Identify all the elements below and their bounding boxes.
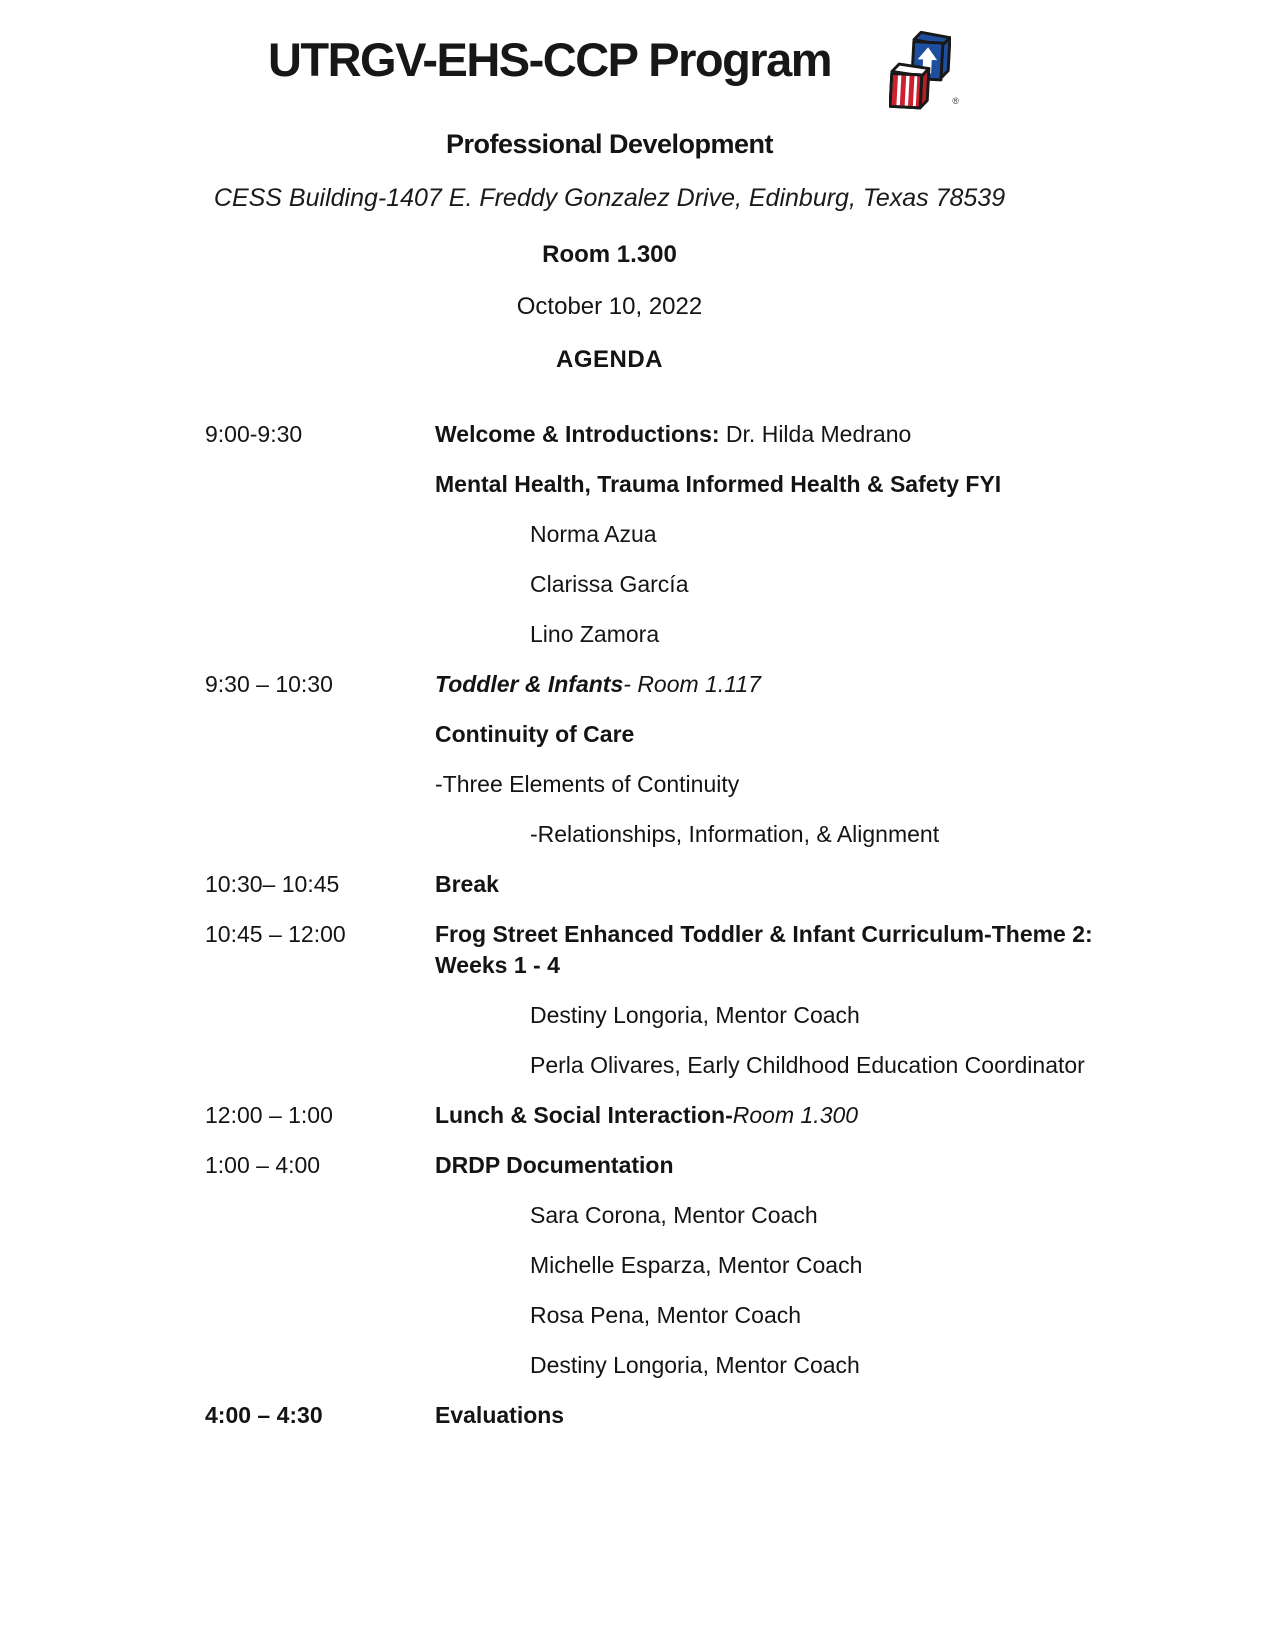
agenda-text: Lino Zamora	[530, 621, 660, 647]
agenda-content	[435, 1050, 1085, 1081]
blocks-logo-icon	[889, 30, 951, 114]
agenda-text: Norma Azua	[530, 521, 657, 547]
agenda-row	[205, 769, 1275, 800]
agenda-time	[205, 719, 435, 750]
agenda-content	[435, 919, 1093, 981]
agenda-row	[205, 1350, 1275, 1381]
head-start-blocks-logo	[889, 30, 960, 114]
agenda-text: Evaluations	[435, 1402, 565, 1428]
agenda-text: Sara Corona, Mentor Coach	[530, 1202, 818, 1228]
agenda-line	[435, 719, 634, 750]
agenda-content	[435, 619, 659, 650]
room-number: Room 1.300	[542, 241, 677, 268]
agenda-text: -Three Elements of Continuity	[435, 771, 740, 797]
agenda-line	[435, 869, 499, 900]
agenda-text: Michelle Esparza, Mentor Coach	[530, 1252, 863, 1278]
agenda-time: 9:00-9:30	[205, 421, 303, 447]
agenda-content	[435, 1250, 862, 1281]
agenda-row	[205, 619, 1275, 650]
agenda-time	[205, 819, 435, 850]
agenda-content	[435, 1200, 818, 1231]
agenda-text: Destiny Longoria, Mentor Coach	[530, 1352, 860, 1378]
agenda-row	[205, 1250, 1275, 1281]
agenda-line	[530, 619, 659, 650]
agenda-line	[435, 469, 1001, 500]
agenda-text: Weeks 1 - 4	[435, 952, 560, 978]
agenda-row	[205, 819, 1275, 850]
agenda-time	[205, 769, 435, 800]
agenda-text: Room 1.300	[732, 1102, 859, 1128]
agenda-row	[205, 519, 1275, 550]
registered-trademark-mark: ®	[952, 96, 960, 106]
agenda-time	[205, 1200, 435, 1231]
agenda-line	[435, 950, 1093, 981]
agenda-line	[435, 419, 911, 450]
subtitle: Professional Development	[445, 129, 774, 159]
agenda-row	[205, 669, 1275, 700]
agenda-line	[530, 819, 939, 850]
agenda-line	[530, 1000, 860, 1031]
agenda-text: Welcome & Introductions:	[435, 421, 720, 447]
agenda-time	[205, 519, 435, 550]
agenda-content	[435, 1400, 564, 1431]
agenda-content	[435, 1000, 860, 1031]
agenda-line	[435, 669, 761, 700]
agenda-line	[530, 1300, 801, 1331]
agenda-text: Lunch & Social Interaction-	[435, 1102, 733, 1128]
agenda-line	[530, 569, 688, 600]
title-row	[0, 32, 1219, 114]
agenda-time	[205, 1050, 435, 1081]
agenda-row	[205, 419, 1275, 450]
agenda-text: Perla Olivares, Early Childhood Education Coordinator	[530, 1052, 1085, 1078]
agenda-row	[205, 1200, 1275, 1231]
agenda-content	[435, 869, 499, 900]
agenda-time	[205, 1350, 435, 1381]
agenda-row	[205, 1000, 1275, 1031]
agenda-content	[435, 1150, 674, 1181]
agenda-content	[435, 769, 739, 800]
agenda-line	[435, 919, 1093, 950]
agenda-time	[205, 569, 435, 600]
program-title: UTRGV-EHS-CCP Program	[267, 33, 832, 86]
agenda-time: 10:45 – 12:00	[205, 921, 346, 947]
agenda-time: 4:00 – 4:30	[205, 1402, 323, 1428]
agenda-row	[205, 469, 1275, 500]
agenda-row	[205, 1400, 1275, 1431]
event-date: October 10, 2022	[516, 293, 703, 320]
agenda-time: 9:30 – 10:30	[205, 671, 333, 697]
agenda-content	[435, 1300, 801, 1331]
agenda-row	[205, 1300, 1275, 1331]
agenda-content	[435, 1100, 858, 1131]
agenda-content	[435, 419, 911, 450]
agenda-row	[205, 1100, 1275, 1131]
agenda-content	[435, 669, 761, 700]
agenda-row	[205, 1150, 1275, 1181]
agenda-text: Dr. Hilda Medrano	[719, 421, 912, 447]
agenda-time	[205, 619, 435, 650]
agenda-time: 10:30– 10:45	[205, 871, 340, 897]
agenda-line	[435, 1150, 674, 1181]
agenda-line	[530, 1200, 818, 1231]
agenda-content	[435, 1350, 860, 1381]
agenda-content	[435, 519, 657, 550]
agenda-row	[205, 869, 1275, 900]
agenda-text: Continuity of Care	[435, 721, 635, 747]
agenda-line	[530, 1350, 860, 1381]
agenda-row	[205, 569, 1275, 600]
agenda-line	[435, 1400, 564, 1431]
agenda-line	[530, 1250, 862, 1281]
agenda-time	[205, 1300, 435, 1331]
agenda-text: Toddler & Infants	[435, 671, 624, 697]
agenda-content	[435, 569, 688, 600]
agenda-row	[205, 919, 1275, 981]
agenda-text: - Room 1.117	[623, 671, 761, 697]
agenda-line	[435, 1100, 858, 1131]
agenda-content	[435, 469, 1001, 500]
agenda-line	[435, 769, 739, 800]
agenda-text: Rosa Pena, Mentor Coach	[530, 1302, 802, 1328]
agenda-text: Mental Health, Trauma Informed Health & Safety FYI	[435, 471, 1002, 497]
agenda-line	[530, 1050, 1085, 1081]
agenda-content	[435, 819, 939, 850]
agenda-heading: AGENDA	[555, 346, 663, 373]
agenda-list	[0, 419, 1275, 1431]
agenda-text: Break	[435, 871, 499, 897]
agenda-text: Frog Street Enhanced Toddler & Infant Curriculum-Theme 2:	[435, 921, 1093, 947]
agenda-time: 1:00 – 4:00	[205, 1152, 321, 1178]
agenda-time	[205, 1250, 435, 1281]
agenda-row	[205, 719, 1275, 750]
agenda-time	[205, 469, 435, 500]
agenda-content	[435, 719, 634, 750]
venue-address: CESS Building-1407 E. Freddy Gonzalez Drive, Edinburg, Texas 78539	[213, 184, 1006, 212]
agenda-text: DRDP Documentation	[435, 1152, 674, 1178]
agenda-text: -Relationships, Information, & Alignment	[530, 821, 940, 847]
agenda-line	[530, 519, 657, 550]
agenda-row	[205, 1050, 1275, 1081]
document-header	[0, 0, 1275, 375]
agenda-text: Destiny Longoria, Mentor Coach	[530, 1002, 860, 1028]
agenda-text: Clarissa García	[530, 571, 689, 597]
agenda-time	[205, 1000, 435, 1031]
agenda-time: 12:00 – 1:00	[205, 1102, 333, 1128]
